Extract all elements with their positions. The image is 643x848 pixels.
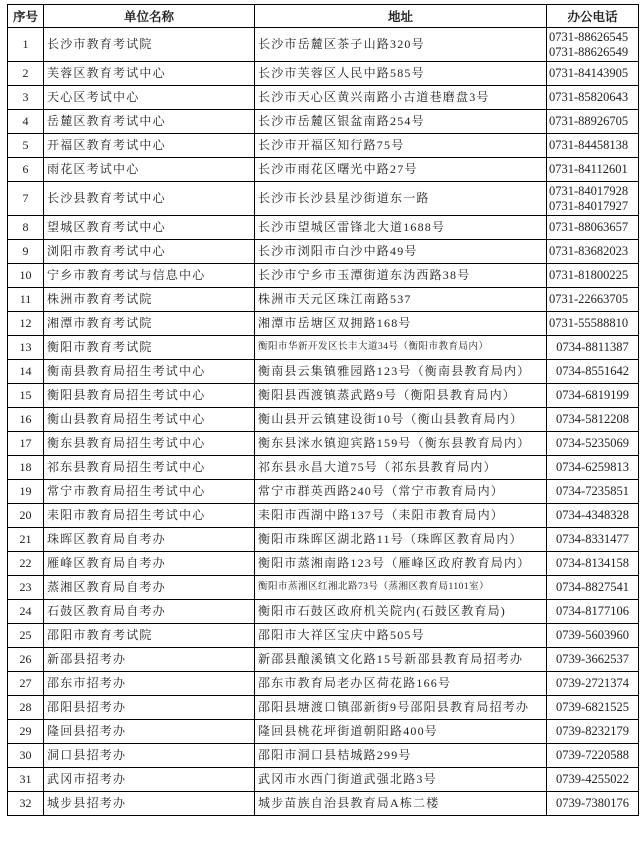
row-number: 4 [8, 110, 44, 134]
table-row [8, 182, 639, 216]
header-name: 单位名称 [44, 5, 255, 28]
office-phone: 0739-5603960 [547, 624, 639, 648]
table-row [8, 62, 639, 86]
row-number: 7 [8, 182, 44, 216]
office-address: 邵东市教育局老办区荷花路166号 [255, 672, 547, 696]
row-number: 21 [8, 528, 44, 552]
table-row [8, 480, 639, 504]
office-phone: 0734-5235069 [547, 432, 639, 456]
office-name: 衡南县教育局招生考试中心 [44, 360, 255, 384]
office-phone: 0734-7235851 [547, 480, 639, 504]
office-phone: 0734-8331477 [547, 528, 639, 552]
row-number: 1 [8, 28, 44, 62]
office-address: 长沙市岳麓区茶子山路320号 [255, 28, 547, 62]
office-name: 衡东县教育局招生考试中心 [44, 432, 255, 456]
office-phone: 0734-4348328 [547, 504, 639, 528]
office-address: 衡阳县西渡镇蒸武路9号（衡阳县教育局内） [255, 384, 547, 408]
row-number: 31 [8, 768, 44, 792]
office-phone: 0739-2721374 [547, 672, 639, 696]
table-row [8, 312, 639, 336]
office-phone: 0739-6821525 [547, 696, 639, 720]
table-row [8, 240, 639, 264]
office-address: 株洲市天元区珠江南路537 [255, 288, 547, 312]
office-name: 雁峰区教育局自考办 [44, 552, 255, 576]
table-row [8, 264, 639, 288]
row-number: 11 [8, 288, 44, 312]
office-phone: 0731-84112601 [547, 158, 639, 182]
office-address: 长沙市望城区雷锋北大道1688号 [255, 216, 547, 240]
office-phone: 0734-8134158 [547, 552, 639, 576]
office-phone: 0731-81800225 [547, 264, 639, 288]
office-name: 武冈市招考办 [44, 768, 255, 792]
office-address: 邵阳市洞口县桔城路299号 [255, 744, 547, 768]
office-phone: 0731-84017928 0731-84017927 [547, 182, 639, 216]
office-address: 湘潭市岳塘区双拥路168号 [255, 312, 547, 336]
office-phone: 0734-6819199 [547, 384, 639, 408]
office-address: 长沙市宁乡市玉潭街道东沩西路38号 [255, 264, 547, 288]
table-row [8, 552, 639, 576]
office-phone: 0739-8232179 [547, 720, 639, 744]
office-name: 湘潭市教育考试院 [44, 312, 255, 336]
office-phone: 0739-7220588 [547, 744, 639, 768]
row-number: 13 [8, 336, 44, 360]
office-address: 隆回县桃花坪街道朝阳路400号 [255, 720, 547, 744]
row-number: 19 [8, 480, 44, 504]
row-number: 6 [8, 158, 44, 182]
table-row [8, 648, 639, 672]
office-address: 城步苗族自治县教育局A栋二楼 [255, 792, 547, 816]
row-number: 3 [8, 86, 44, 110]
header-no: 序号 [8, 5, 44, 28]
office-address: 武冈市水西门街道武强北路3号 [255, 768, 547, 792]
office-name: 望城区教育考试中心 [44, 216, 255, 240]
office-phone: 0739-3662537 [547, 648, 639, 672]
office-address: 长沙市芙蓉区人民中路585号 [255, 62, 547, 86]
office-name: 邵阳县招考办 [44, 696, 255, 720]
office-name: 芙蓉区教育考试中心 [44, 62, 255, 86]
office-name: 珠晖区教育局自考办 [44, 528, 255, 552]
office-phone: 0731-55588810 [547, 312, 639, 336]
office-name: 雨花区考试中心 [44, 158, 255, 182]
office-address: 长沙市浏阳市白沙中路49号 [255, 240, 547, 264]
office-name: 隆回县招考办 [44, 720, 255, 744]
table-row [8, 672, 639, 696]
office-address: 邵阳县塘渡口镇邵新街9号邵阳县教育局招考办 [255, 696, 547, 720]
office-phone: 0734-8551642 [547, 360, 639, 384]
office-name: 开福区教育考试中心 [44, 134, 255, 158]
office-phone: 0731-83682023 [547, 240, 639, 264]
row-number: 20 [8, 504, 44, 528]
row-number: 27 [8, 672, 44, 696]
table-row [8, 744, 639, 768]
office-address: 长沙市天心区黄兴南路小古道巷磨盘3号 [255, 86, 547, 110]
table-row [8, 336, 639, 360]
row-number: 17 [8, 432, 44, 456]
office-phone: 0731-22663705 [547, 288, 639, 312]
office-name: 石鼓区教育局自考办 [44, 600, 255, 624]
table-row [8, 384, 639, 408]
office-name: 洞口县招考办 [44, 744, 255, 768]
row-number: 29 [8, 720, 44, 744]
office-address: 长沙市岳麓区银盆南路254号 [255, 110, 547, 134]
office-phone: 0739-4255022 [547, 768, 639, 792]
table-row [8, 720, 639, 744]
office-phone: 0734-8827541 [547, 576, 639, 600]
table-row [8, 158, 639, 182]
office-name: 常宁市教育局招生考试中心 [44, 480, 255, 504]
table-row [8, 696, 639, 720]
office-address: 衡阳市珠晖区湖北路11号（珠晖区教育局内） [255, 528, 547, 552]
row-number: 22 [8, 552, 44, 576]
office-address: 新邵县酿溪镇文化路15号新邵县教育局招考办 [255, 648, 547, 672]
office-name: 衡阳县教育局招生考试中心 [44, 384, 255, 408]
row-number: 18 [8, 456, 44, 480]
table-row [8, 624, 639, 648]
header-phone: 办公电话 [547, 5, 639, 28]
office-name: 衡阳市教育考试院 [44, 336, 255, 360]
office-name: 邵阳市教育考试院 [44, 624, 255, 648]
office-name: 蒸湘区教育局自考办 [44, 576, 255, 600]
row-number: 32 [8, 792, 44, 816]
office-phone: 0731-88626545 0731-88626549 [547, 28, 639, 62]
row-number: 24 [8, 600, 44, 624]
office-name: 衡山县教育局招生考试中心 [44, 408, 255, 432]
office-address: 衡阳市石鼓区政府机关院内(石鼓区教育局) [255, 600, 547, 624]
row-number: 30 [8, 744, 44, 768]
table-row [8, 216, 639, 240]
header-address: 地址 [255, 5, 547, 28]
office-name: 株洲市教育考试院 [44, 288, 255, 312]
office-phone: 0734-6259813 [547, 456, 639, 480]
row-number: 14 [8, 360, 44, 384]
table-row [8, 134, 639, 158]
office-name: 宁乡市教育考试与信息中心 [44, 264, 255, 288]
row-number: 26 [8, 648, 44, 672]
row-number: 15 [8, 384, 44, 408]
table-row [8, 408, 639, 432]
office-address: 衡阳市华新开发区长丰大道34号（衡阳市教育局内） [255, 336, 547, 360]
office-name: 耒阳市教育局招生考试中心 [44, 504, 255, 528]
table-row [8, 768, 639, 792]
table-row [8, 432, 639, 456]
office-name: 邵东市招考办 [44, 672, 255, 696]
table-row [8, 600, 639, 624]
office-address: 邵阳市大祥区宝庆中路505号 [255, 624, 547, 648]
office-phone: 0739-7380176 [547, 792, 639, 816]
office-address: 衡东县洣水镇迎宾路159号（衡东县教育局内） [255, 432, 547, 456]
office-name: 天心区考试中心 [44, 86, 255, 110]
office-address: 耒阳市西湖中路137号（耒阳市教育局内） [255, 504, 547, 528]
office-phone: 0734-5812208 [547, 408, 639, 432]
table-row [8, 528, 639, 552]
office-phone: 0734-8177106 [547, 600, 639, 624]
office-name: 长沙市教育考试院 [44, 28, 255, 62]
table-row [8, 86, 639, 110]
row-number: 10 [8, 264, 44, 288]
office-address: 衡阳市蒸湘区红湘北路73号（蒸湘区教育局1101室） [255, 576, 547, 600]
office-phone: 0731-88926705 [547, 110, 639, 134]
office-phone: 0734-8811387 [547, 336, 639, 360]
row-number: 16 [8, 408, 44, 432]
office-phone: 0731-88063657 [547, 216, 639, 240]
office-name: 长沙县教育考试中心 [44, 182, 255, 216]
row-number: 28 [8, 696, 44, 720]
office-name: 岳麓区教育考试中心 [44, 110, 255, 134]
office-address: 衡南县云集镇雅园路123号（衡南县教育局内） [255, 360, 547, 384]
office-address: 长沙市开福区知行路75号 [255, 134, 547, 158]
row-number: 9 [8, 240, 44, 264]
table-row [8, 504, 639, 528]
header-row [8, 5, 639, 28]
office-address: 常宁市群英西路240号（常宁市教育局内） [255, 480, 547, 504]
table-row [8, 110, 639, 134]
exam-office-table [7, 4, 639, 816]
office-name: 浏阳市教育考试中心 [44, 240, 255, 264]
row-number: 25 [8, 624, 44, 648]
office-address: 衡山县开云镇建设街10号（衡山县教育局内） [255, 408, 547, 432]
row-number: 23 [8, 576, 44, 600]
office-address: 长沙市雨花区曙光中路27号 [255, 158, 547, 182]
row-number: 12 [8, 312, 44, 336]
table-row [8, 360, 639, 384]
office-name: 祁东县教育局招生考试中心 [44, 456, 255, 480]
row-number: 2 [8, 62, 44, 86]
table-row [8, 792, 639, 816]
office-name: 新邵县招考办 [44, 648, 255, 672]
office-name: 城步县招考办 [44, 792, 255, 816]
office-phone: 0731-84458138 [547, 134, 639, 158]
row-number: 8 [8, 216, 44, 240]
office-address: 衡阳市蒸湘南路123号（雁峰区政府教育局内） [255, 552, 547, 576]
office-phone: 0731-84143905 [547, 62, 639, 86]
office-address: 祁东县永昌大道75号（祁东县教育局内） [255, 456, 547, 480]
table-row [8, 456, 639, 480]
table-row [8, 28, 639, 62]
row-number: 5 [8, 134, 44, 158]
table-row [8, 576, 639, 600]
office-address: 长沙市长沙县星沙街道东一路 [255, 182, 547, 216]
table-row [8, 288, 639, 312]
office-phone: 0731-85820643 [547, 86, 639, 110]
